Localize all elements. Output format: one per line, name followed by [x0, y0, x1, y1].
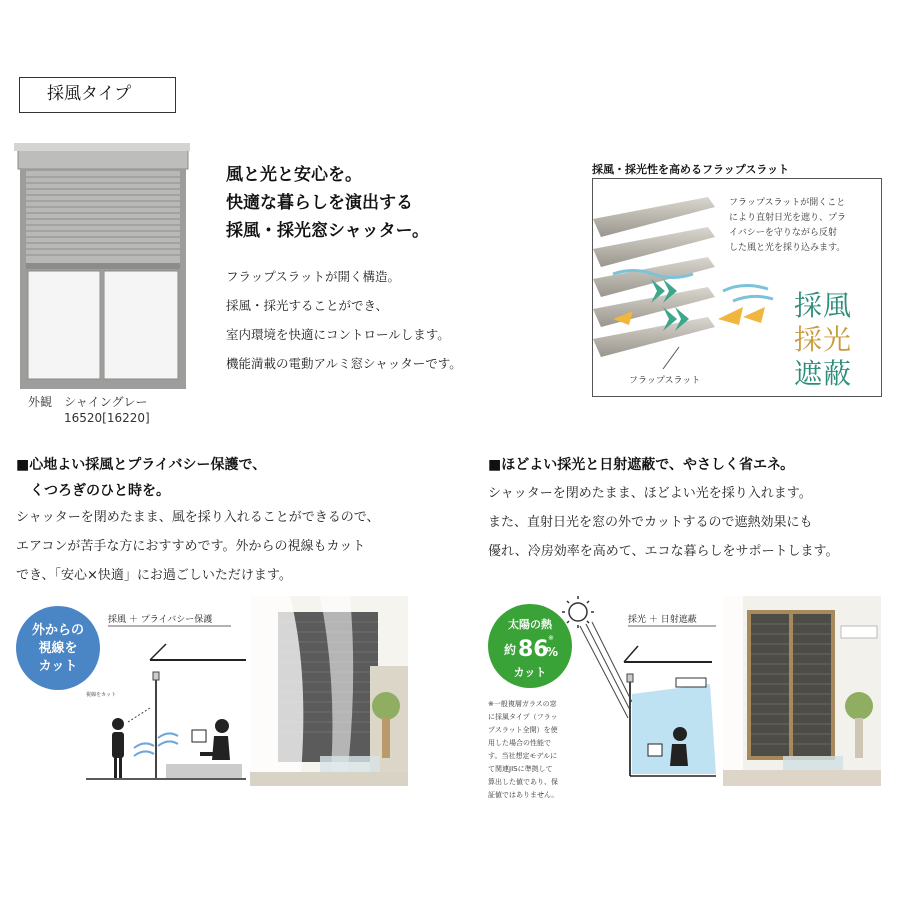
lead-line: フラップスラットが開く構造。 [226, 269, 401, 284]
diagram-title: 採風 ＋ プライバシー保護 [108, 615, 213, 625]
badge-unit: % [546, 645, 559, 659]
flap-desc-line: イバシーを守りながら反射 [729, 228, 837, 238]
headline [226, 161, 429, 245]
body-line: でき、「安心×快適」にお過ごしいただけます。 [16, 568, 292, 583]
note-line: ※一般複層ガラスの窓 [488, 700, 557, 708]
section-right-heading [488, 452, 794, 478]
badge-bottom: カット [513, 666, 547, 679]
heading-line: ■心地よい採風とプライバシー保護で、 [16, 457, 267, 473]
flap-desc-line: した風と光を採り込みます。 [729, 243, 846, 253]
body-line: 優れ、冷房効率を高めて、エコな暮らしをサポートします。 [488, 544, 839, 559]
lead-line: 機能満載の電動アルミ窓シャッターです。 [226, 356, 462, 371]
note-line: プスラット全開）を使 [488, 726, 558, 734]
diagram-note: 視線をカット [86, 692, 116, 698]
category-tag: 採風タイプ [19, 77, 176, 113]
badge-line: カット [38, 659, 78, 674]
badge-value: 86 [518, 637, 549, 662]
shutter-window-image [14, 143, 194, 391]
room-photo-left [250, 596, 408, 786]
product-color: 外観 シャイングレー [28, 395, 148, 409]
word-daylighting: 採光 [794, 323, 853, 356]
badge-line: 外からの [31, 623, 85, 638]
note-line: て関連JISに準拠して [488, 765, 553, 773]
note-line: に採風タイプ（フラッ [488, 713, 558, 721]
diagram-title: 採光 ＋ 日射遮蔽 [628, 615, 697, 625]
shading-diagram [480, 594, 720, 830]
flap-slat-label: フラップスラット [629, 376, 701, 386]
body-line: シャッターを閉めたまま、風を採り入れることができるので、 [16, 510, 380, 525]
lead-line: 室内環境を快適にコントロールします。 [226, 327, 450, 342]
sun-icon [562, 596, 594, 628]
word-shading: 遮蔽 [794, 357, 853, 390]
lead-line: 採風・採光することができ、 [226, 298, 389, 313]
headline-line: 快適な暮らしを演出する [226, 193, 413, 213]
flap-desc-line: フラップスラットが開くこと [729, 198, 846, 208]
privacy-diagram [16, 598, 248, 788]
word-ventilation: 採風 [794, 289, 853, 322]
heading-line: ■ほどよい採光と日射遮蔽で、やさしく省エネ。 [488, 457, 795, 473]
headline-line: 風と光と安心を。 [226, 165, 362, 185]
flap-description [729, 196, 877, 256]
lead-text [226, 262, 462, 378]
badge-line: 視線を [38, 641, 78, 656]
body-line: エアコンが苦手な方におすすめです。外からの視線もカット [16, 539, 366, 554]
note-line: す。当社想定モデルに [488, 752, 558, 760]
badge-mark: ※ [548, 634, 554, 642]
heading-line: くつろぎのひと時を。 [16, 483, 170, 499]
note-line: 証値ではありません。 [488, 791, 559, 799]
room-photo-right [723, 596, 881, 786]
product-code: 16520[16220] [64, 411, 150, 425]
body-line: シャッターを閉めたまま、ほどよい光を採り入れます。 [488, 486, 812, 501]
product-caption [28, 394, 198, 426]
badge-prefix: 約 [504, 643, 517, 657]
flap-panel-title: 採風・採光性を高めるフラップスラット [592, 163, 790, 176]
headline-line: 採風・採光窓シャッター。 [226, 221, 429, 241]
body-line: また、直射日光を窓の外でカットするので遮熱効果にも [488, 515, 813, 530]
badge-top: 太陽の熱 [508, 618, 552, 631]
section-left-heading [16, 452, 266, 504]
note-line: 用した場合の性能で [488, 739, 551, 747]
note-line: 算出した値であり、保 [488, 778, 558, 786]
flap-desc-line: により直射日光を遮り、プラ [729, 213, 847, 223]
section-left-body [16, 503, 379, 590]
section-right-body [488, 479, 838, 566]
